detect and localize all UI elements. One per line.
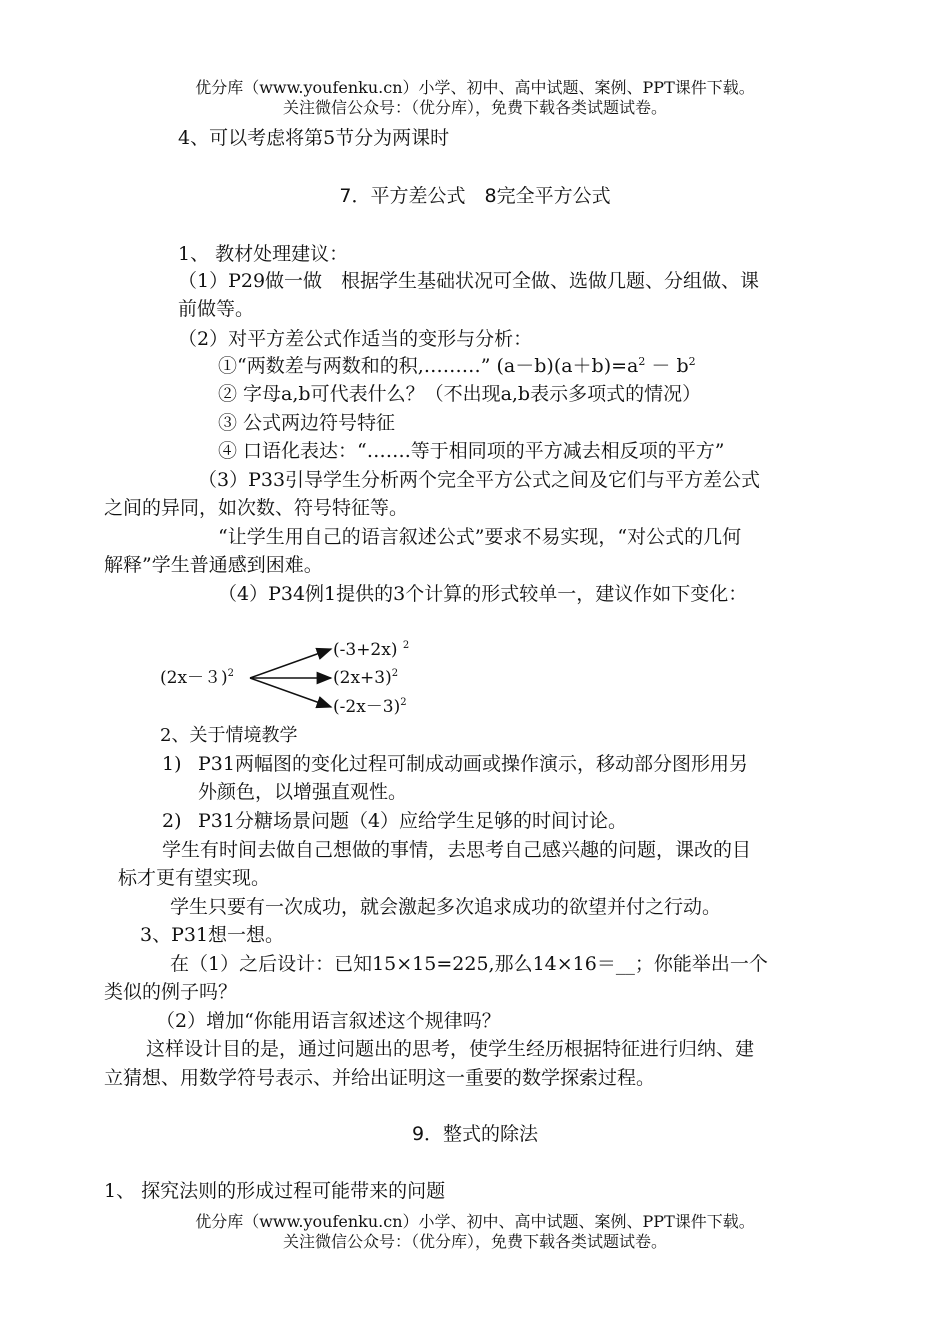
s7-s3-para-2: （2）增加“你能用语言叙述这个规律吗？	[156, 1010, 501, 1032]
diagram-target-3-sup: 2	[400, 697, 407, 708]
footer-line-2: 关注微信公众号：（优分库），免费下载各类试题试卷。	[282, 1232, 667, 1251]
s7-s2-item-2-number: 2)	[162, 810, 182, 832]
s7-s2-item-1-line-1: P31两幅图的变化过程可制成动画或操作演示，移动部分图形用另	[198, 753, 748, 775]
s7-s3-para-1-line-1: 在（1）之后设计：已知15×15=225,那么14×16＝__；你能举出一个	[170, 953, 768, 975]
s7-p2-item-4: ④ 口语化表达：“…….等于相同项的平方减去相反项的平方”	[218, 440, 725, 462]
arrow-1	[250, 649, 331, 678]
expansion-diagram	[150, 630, 450, 725]
s7-s2-para-1-line-2: 标才更有望实现。	[118, 867, 271, 889]
s7-s3-para-1-line-2: 类似的例子吗？	[104, 981, 238, 1003]
diagram-target-2-text: (2x+3)	[333, 668, 392, 688]
s7-p2-heading: （2）对平方差公式作适当的变形与分析：	[178, 328, 533, 350]
s7-s3-para-3-line-2: 立猜想、用数学符号表示、并给出证明这一重要的数学探索过程。	[104, 1067, 656, 1089]
item-4: 4、可以考虑将第5节分为两课时	[178, 127, 450, 149]
diagram-source-text: (2x－３)	[160, 668, 228, 688]
s7-s2-para-2: 学生只要有一次成功，就会激起多次追求成功的欲望并付之行动。	[170, 896, 722, 918]
diagram-source-sup: 2	[227, 668, 235, 679]
section-9-title: 9．整式的除法	[411, 1123, 539, 1145]
s7-subsection-3-heading: 3、P31想一想。	[140, 924, 285, 946]
s7-s2-item-1-number: 1)	[162, 753, 182, 775]
section-7-title: 7．平方差公式 8完全平方公式	[339, 185, 611, 207]
s7-p2-item-1	[218, 352, 696, 380]
s7-p2-item-1-sup-b: 2	[688, 355, 696, 368]
diagram-target-3	[333, 696, 407, 718]
footer-line-1: 优分库（www.youfenku.cn）小学、初中、高中试题、案例、PPT课件下载。	[195, 1212, 755, 1231]
s7-s2-para-1-line-1: 学生有时间去做自己想做的事情，去思考自己感兴趣的问题，课改的目	[162, 839, 752, 861]
s7-p4: （4）P34例1提供的3个计算的形式较单一，建议作如下变化：	[218, 583, 748, 605]
s7-s2-item-1-line-2: 外颜色，以增强直观性。	[198, 781, 408, 803]
s7-p2-item-2: ② 字母a,b可代表什么？（不出现a,b表示多项式的情况）	[218, 383, 702, 405]
s7-p2-item-3: ③ 公式两边符号特征	[218, 412, 396, 434]
header-line-1: 优分库（www.youfenku.cn）小学、初中、高中试题、案例、PPT课件下载。	[195, 78, 755, 97]
s7-s2-item-2: P31分糖场景问题（4）应给学生足够的时间讨论。	[198, 810, 628, 832]
header-line-2: 关注微信公众号：（优分库），免费下载各类试题试卷。	[282, 98, 667, 117]
s7-p2-item-1-mid: － b	[645, 355, 689, 377]
diagram-target-3-text: (-2x－3)	[333, 697, 401, 717]
diagram-target-1	[333, 639, 409, 661]
diagram-target-2-sup: 2	[391, 668, 399, 679]
diagram-source	[160, 667, 234, 689]
diagram-target-2	[333, 667, 398, 689]
s7-p1-line-1: （1）P29做一做 根据学生基础状况可全做、选做几题、分组做、课	[178, 270, 760, 292]
s7-s3-para-3-line-1: 这样设计目的是，通过问题出的思考，使学生经历根据特征进行归纳、建	[146, 1038, 755, 1060]
s7-p2-item-1-sup-a: 2	[638, 355, 646, 368]
s7-p1-line-2: 前做等。	[178, 298, 255, 320]
diagram-target-1-sup: 2	[402, 640, 410, 651]
s7-p3-line-1: （3）P33引导学生分析两个完全平方公式之间及它们与平方差公式	[198, 469, 761, 491]
s7-subsection-2-heading: 2、关于情境教学	[160, 725, 298, 746]
s7-p2-item-1-text: ①“两数差与两数和的积,………” (a－b)(a＋b)=a	[218, 355, 639, 377]
arrow-3	[250, 678, 331, 707]
diagram-target-1-text: (-3+2x)	[333, 640, 403, 660]
s9-subsection-1-heading: 1、 探究法则的形成过程可能带来的问题	[104, 1180, 446, 1202]
s7-p3b-line-1: “让学生用自己的语言叙述公式”要求不易实现，“对公式的几何	[218, 526, 742, 548]
s7-subsection-1-heading: 1、 教材处理建议：	[178, 243, 349, 265]
s7-p3b-line-2: 解释”学生普通感到困难。	[104, 554, 323, 576]
s7-p3-line-2: 之间的异同，如次数、符号特征等。	[104, 497, 409, 519]
